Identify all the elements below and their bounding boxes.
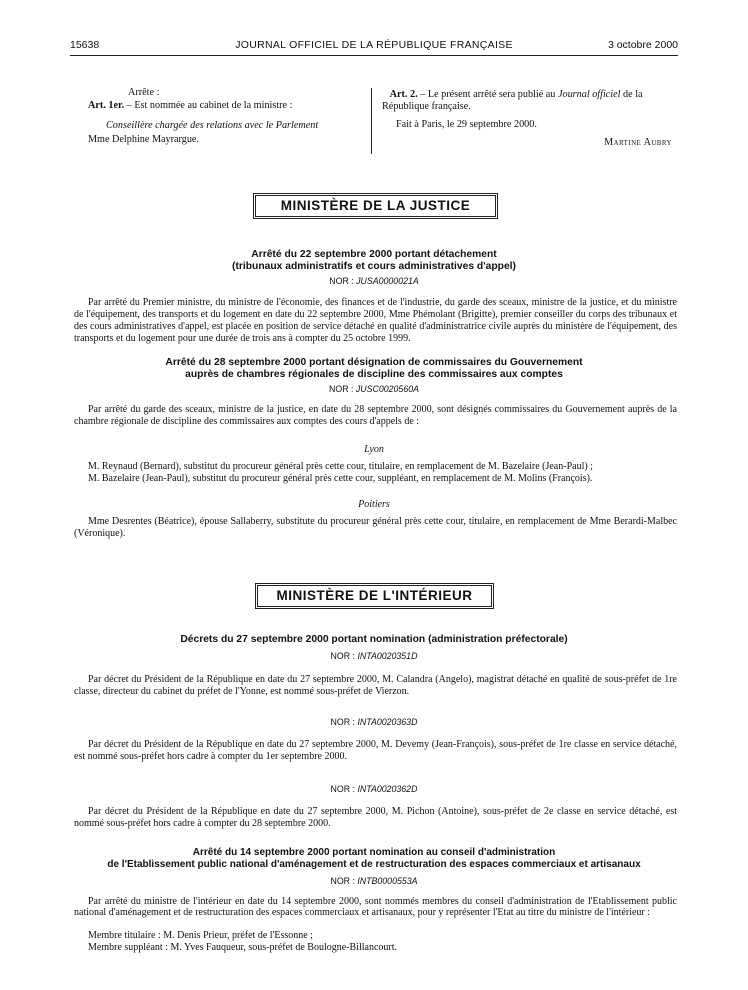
nor-code: INTA0020362D [357, 784, 418, 794]
nor-code: INTA0020351D [357, 651, 418, 661]
nor-code: INTB0000553A [357, 876, 418, 886]
header-date: 3 octobre 2000 [607, 39, 678, 51]
section-body: Par arrêté du Premier ministre, du ministre de l'économie, des finances et de l'industrie, du garde des sceaux, ministre de la justice, et du ministre de l'équipement, des transports et du logement en date du 22 septembre 2000, Mme Phémolant (Brigitte), premier conseiller du corps des tribunaux et des cours administratives d'appel, est placée en position de service détaché en qualité d'administratrice civile auprès du ministère de l'équipement, des transports et du logement pour une durée de trois ans à compter du 25 octobre 1999. [74, 297, 677, 344]
nor-reference [70, 784, 678, 794]
section-body: Par décret du Président de la République en date du 27 septembre 2000, M. Devemy (Jean-François), sous-préfet de 1re classe en service détaché, est nommé sous-préfet hors cadre à compter du 1er septembre 2000. [74, 739, 677, 762]
nor-label: NOR : [330, 876, 355, 886]
section-body: Par arrêté du garde des sceaux, ministre de la justice, en date du 28 septembre 2000, sont désignés commissaires du Gouvernement auprès de la chambre régionale de discipline des commissaires aux comptes des cours d'appels de : [74, 404, 677, 427]
nor-label: NOR : [330, 651, 355, 661]
section-title-line: Arrêté du 28 septembre 2000 portant désignation de commissaires du Gouvernement [165, 357, 583, 368]
section-title [70, 847, 678, 871]
section-title-line: Arrêté du 22 septembre 2000 portant détachement [251, 249, 497, 260]
art2-journal: Journal officiel [557, 89, 621, 100]
ministry-interieur-heading [255, 583, 494, 609]
art2-label: Art. 2. [389, 89, 418, 100]
journal-title: JOURNAL OFFICIEL DE LA RÉPUBLIQUE FRANÇAISE [235, 39, 513, 51]
city-heading-poitiers: Poitiers [358, 499, 390, 510]
nor-reference [70, 384, 678, 394]
nor-label: NOR : [329, 384, 354, 394]
ministry-justice-name: MINISTÈRE DE LA JUSTICE [255, 195, 496, 217]
section-body: Par décret du Président de la République en date du 27 septembre 2000, M. Calandra (Angelo), magistrat détaché en qualité de sous-préfet de 1re classe, directeur du cabinet du préfet de l'Yonne, est nommé sous-préfet de Vierzon. [74, 674, 677, 697]
column-rule [371, 88, 372, 154]
nor-reference [70, 276, 678, 286]
nor-code: INTA0020363D [357, 717, 418, 727]
list-item: Membre suppléant : M. Yves Fauqueur, sous-préfet de Boulogne-Billancourt. [88, 942, 397, 953]
appointment-role: Conseillère chargée des relations avec le Parlement [106, 120, 319, 131]
art2-text-after: de la République française. [382, 89, 643, 112]
signature: Martine Aubry [604, 137, 672, 148]
section-title-line: (tribunaux administratifs et cours administratives d'appel) [232, 261, 516, 272]
art1-label: Art. 1er. [88, 100, 125, 111]
section-title-line: auprès de chambres régionales de discipline des commissaires aux comptes [185, 369, 563, 380]
section-title [70, 357, 678, 381]
section-title [70, 249, 678, 273]
ministry-justice-heading [253, 193, 498, 219]
nor-reference [70, 717, 678, 727]
section-title-line: Arrêté du 14 septembre 2000 portant nomination au conseil d'administration [192, 847, 556, 858]
list-item: M. Bazelaire (Jean-Paul), substitut du procureur général près cette cour, suppléant, en remplacement de M. Molins (François). [88, 473, 593, 484]
list-item: Membre titulaire : M. Denis Prieur, préfet de l'Essonne ; [88, 930, 313, 941]
list-item: M. Reynaud (Bernard), substitut du procureur général près cette cour, titulaire, en remplacement de M. Bazelaire (Jean-Paul) ; [88, 461, 593, 472]
section-title-line: de l'Etablissement public national d'aménagement et de restructuration des espaces commerciaux et artisanaux [107, 859, 641, 870]
nor-label: NOR : [329, 276, 354, 286]
nor-label: NOR : [330, 784, 355, 794]
art2 [382, 89, 678, 113]
nor-reference [70, 651, 678, 661]
nor-code: JUSC0020560A [355, 384, 419, 394]
fait-a-paris: Fait à Paris, le 29 septembre 2000. [396, 119, 537, 130]
arrete-label: Arrête : [128, 87, 160, 98]
city-heading-lyon: Lyon [364, 444, 384, 455]
list-item: Mme Desrentes (Béatrice), épouse Sallaberry, substitute du procureur général près cette cour, titulaire, en remplacement de Mme Berardi-Malbec (Véronique). [74, 516, 677, 539]
nor-code: JUSA0000021A [356, 276, 419, 286]
nor-label: NOR : [330, 717, 355, 727]
art1-text: – Est nommée au cabinet de la ministre : [126, 100, 293, 111]
art2-text-before: – Le présent arrêté sera publié au [420, 89, 556, 100]
header-rule [70, 55, 678, 56]
art1 [88, 100, 358, 112]
ministry-interieur-name: MINISTÈRE DE L'INTÉRIEUR [257, 585, 492, 607]
section-title: Décrets du 27 septembre 2000 portant nomination (administration préfectorale) [180, 634, 568, 645]
appointee-name: Mme Delphine Mayrargue. [88, 134, 199, 145]
section-body: Par décret du Président de la République en date du 27 septembre 2000, M. Pichon (Antoine), sous-préfet de 2e classe en service détaché, est nommé sous-préfet hors cadre à compter du 28 septembre 2000. [74, 806, 677, 829]
section-body: Par arrêté du ministre de l'intérieur en date du 14 septembre 2000, sont nommés membres du conseil d'administration de l'Etablissement public national d'aménagement et de restructuration des espaces commerciaux et artisanaux, pour y représenter l'Etat au titre du ministre de l'intérieur : [74, 896, 677, 918]
nor-reference [70, 876, 678, 886]
page-number: 15638 [70, 39, 100, 51]
